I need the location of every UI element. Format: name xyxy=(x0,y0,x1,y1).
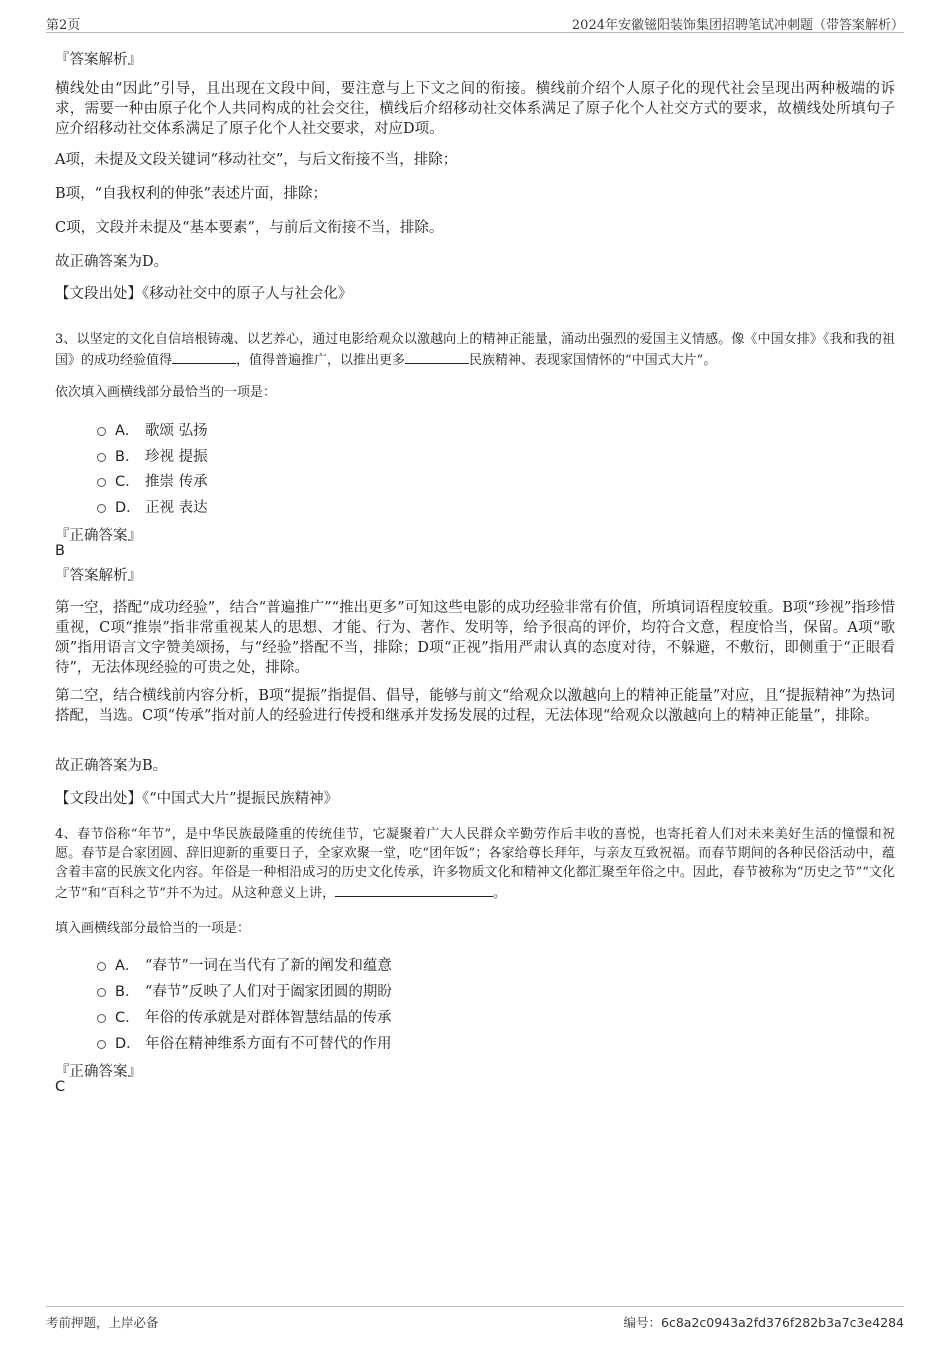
q3-answer: B xyxy=(55,543,65,559)
q2-option-b-analysis: B项，“自我权利的伸张”表述片面，排除； xyxy=(55,186,327,202)
q3-blank-2 xyxy=(405,349,469,364)
q3-option-b[interactable] xyxy=(97,445,208,466)
document-title: 2024年安徽镃阳装饰集团招聘笔试冲刺题（带答案解析） xyxy=(571,18,904,33)
option-text: 年俗的传承就是对群体智慧结晶的传承 xyxy=(145,1010,392,1026)
q3-option-a[interactable] xyxy=(97,419,208,440)
page-header xyxy=(46,12,904,33)
radio-icon[interactable] xyxy=(97,988,106,997)
radio-icon[interactable] xyxy=(97,453,106,462)
document-id-label: 编号： xyxy=(623,1315,662,1330)
page-footer xyxy=(46,1306,904,1330)
option-text: 歌颂 弘扬 xyxy=(145,423,208,439)
document-id-value: 6c8a2c0943a2fd376f282b3a7c3e4284 xyxy=(661,1315,904,1330)
q2-analysis-label: 『答案解析』 xyxy=(55,52,142,68)
document-id xyxy=(624,1313,904,1331)
option-text: 珍视 提振 xyxy=(145,449,208,465)
q3-stem xyxy=(55,330,895,370)
q3-stem-part1: 3、以坚定的文化自信培根铸魂、以艺养心，通过电影给观众以激越向上的精神正能量，涌动出强烈的爱国主义情感。像《中国女排》《我和我的祖国》的成功经验值得 xyxy=(55,332,895,368)
q4-option-d[interactable] xyxy=(97,1032,392,1053)
q4-stem xyxy=(55,825,895,903)
footer-slogan: 考前押题，上岸必备 xyxy=(46,1315,159,1330)
radio-icon[interactable] xyxy=(97,1014,106,1023)
q3-blank-1 xyxy=(172,349,236,364)
option-letter: D． xyxy=(115,500,141,516)
q3-option-d[interactable] xyxy=(97,496,208,517)
q4-stem-end: 。 xyxy=(492,886,506,901)
radio-icon[interactable] xyxy=(97,478,106,487)
radio-icon[interactable] xyxy=(97,1040,106,1049)
option-text: “春节”一词在当代有了新的阐发和蕴意 xyxy=(145,958,392,974)
q3-conclusion: 故正确答案为B。 xyxy=(55,758,168,774)
option-letter: B． xyxy=(115,449,140,465)
option-letter: C． xyxy=(115,474,140,490)
q4-stem-text: 4、春节俗称“年节”，是中华民族最隆重的传统佳节，它凝聚着广大人民群众辛勤劳作后丰收的喜悦，也寄托着人们对未来美好生活的憧憬和祝愿。春节是合家团圆、辞旧迎新的重要日子，全家欢聚一堂，吃“团年饭”；各家给尊长拜年，与亲友互致祝福。而春节期间的各种民俗活动中，蕴含着丰富的民族文化内容。年俗是一种相沿成习的历史文化传承，许多物质文化和精神文化都汇聚至年俗之中。因此，春节被称为“历史之节”“文化之节”和“百科之节”并不为过。从这种意义上讲， xyxy=(55,827,895,901)
q2-option-c-analysis: C项，文段并未提及“基本要素”，与前后文衔接不当，排除。 xyxy=(55,220,444,236)
q2-conclusion: 故正确答案为D。 xyxy=(55,254,169,270)
q4-option-b[interactable] xyxy=(97,980,392,1001)
option-text: 推崇 传承 xyxy=(145,474,208,490)
q4-option-a[interactable] xyxy=(97,954,392,975)
q4-prompt: 填入画横线部分最恰当的一项是： xyxy=(55,921,251,936)
option-text: “春节”反映了人们对于阖家团圆的期盼 xyxy=(145,984,392,1000)
q2-analysis-paragraph: 横线处由“因此”引导，且出现在文段中间，要注意与上下文之间的衔接。横线前介绍个人原子化的现代社会呈现出两种极端的诉求，需要一种由原子化个人共同构成的社会交往，横线后介绍移动社交体系满足了原子化个人社交方式的要求，故横线处所填句子应介绍移动社交体系满足了原子化个人社交要求，对应D项。 xyxy=(55,81,895,137)
q3-stem-part3: 民族精神、表现家国情怀的“中国式大片”。 xyxy=(469,353,717,368)
q3-correct-label: 『正确答案』 xyxy=(55,528,142,544)
q3-analysis-label: 『答案解析』 xyxy=(55,568,142,584)
option-letter: B． xyxy=(115,984,140,1000)
option-letter: D． xyxy=(115,1036,141,1052)
radio-icon[interactable] xyxy=(97,504,106,513)
q4-correct-label: 『正确答案』 xyxy=(55,1064,142,1080)
page-number: 第2页 xyxy=(46,18,81,33)
option-text: 年俗在精神维系方面有不可替代的作用 xyxy=(145,1036,392,1052)
q3-option-c[interactable] xyxy=(97,470,208,491)
q3-analysis-paragraph-2: 第二空，结合横线前内容分析，B项“提振”指提倡、倡导，能够与前文“给观众以激越向上的精神正能量”对应，且“提振精神”为热词搭配，当选。C项“传承”指对前人的经验进行传授和继承并发扬发展的过程，无法体现“给观众以激越向上的精神正能量”，排除。 xyxy=(55,688,895,724)
option-letter: A． xyxy=(115,958,140,974)
q2-source: 【文段出处】《移动社交中的原子人与社会化》 xyxy=(55,286,353,302)
option-letter: A． xyxy=(115,423,140,439)
option-letter: C． xyxy=(115,1010,140,1026)
q2-option-a-analysis: A项，未提及文段关键词“移动社交”，与后文衔接不当，排除； xyxy=(55,152,458,168)
radio-icon[interactable] xyxy=(97,962,106,971)
q3-source: 【文段出处】《“中国式大片”提振民族精神》 xyxy=(55,791,339,807)
q4-option-c[interactable] xyxy=(97,1006,392,1027)
q4-answer: C xyxy=(55,1079,66,1095)
q3-stem-part2: ，值得普遍推广，以推出更多 xyxy=(236,353,406,368)
option-text: 正视 表达 xyxy=(145,500,208,516)
q4-blank xyxy=(335,882,493,897)
q3-analysis-paragraph-1: 第一空，搭配“成功经验”，结合“普遍推广”“推出更多”可知这些电影的成功经验非常有价值，所填词语程度较重。B项“珍视”指珍惜重视，C项“推崇”指非常重视某人的思想、才能、行为、著作、发明等，给予很高的评价，均符合文意，程度恰当，保留。A项“歌颂”指用语言文字赞美颂扬，与“经验”搭配不当，排除；D项“正视”指用严肃认真的态度对待，不躲避，不敷衍，即侧重于“正眼看待”，无法体现经验的可贵之处，排除。 xyxy=(55,600,895,676)
q3-prompt: 依次填入画横线部分最恰当的一项是： xyxy=(55,385,277,400)
radio-icon[interactable] xyxy=(97,427,106,436)
